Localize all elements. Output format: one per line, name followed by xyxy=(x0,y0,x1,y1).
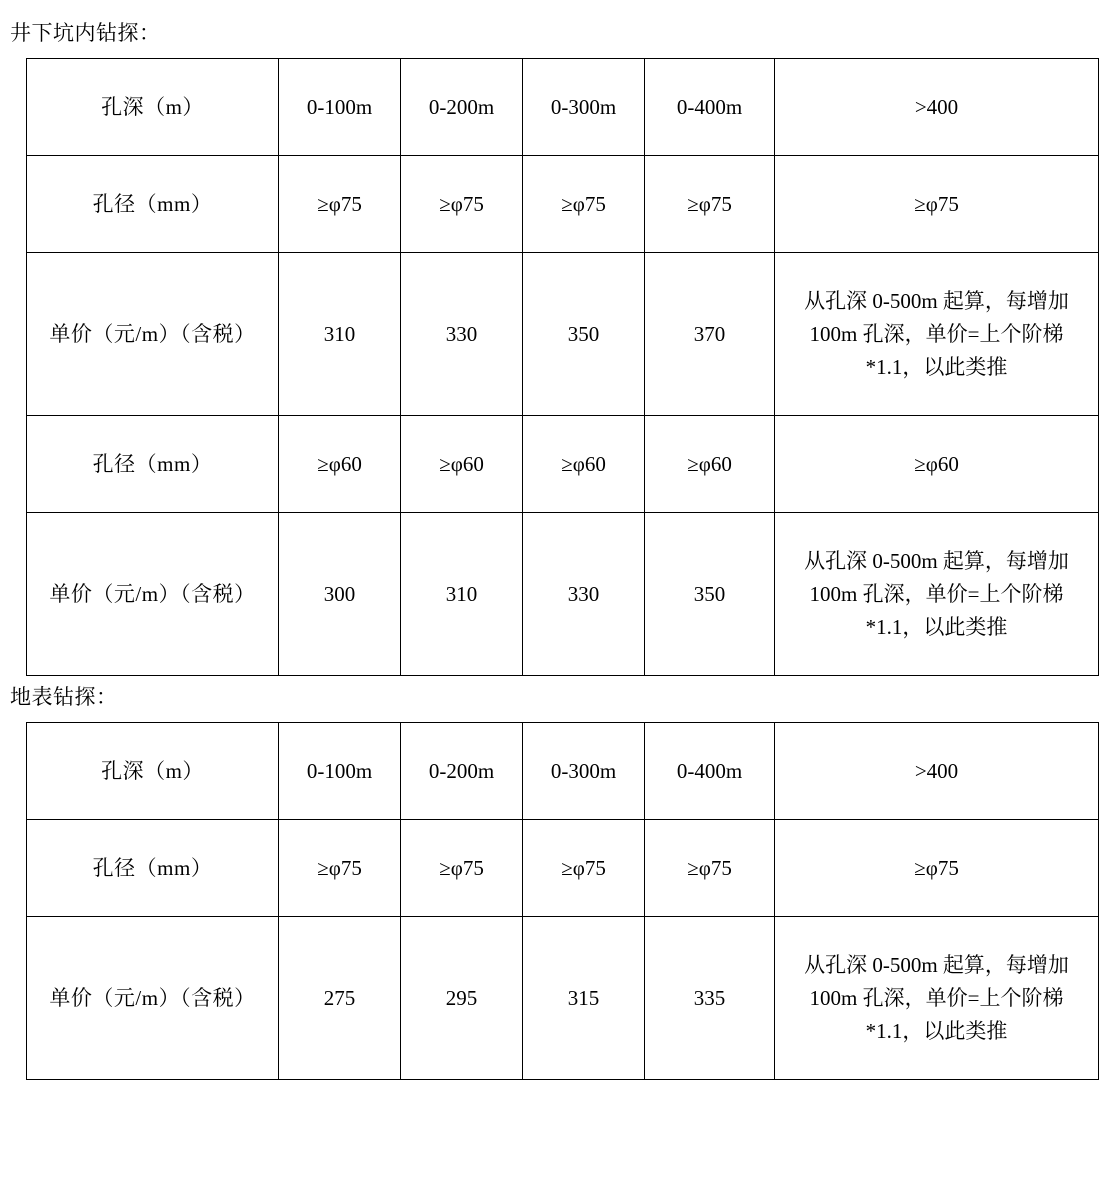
cell: 275 xyxy=(279,917,401,1080)
cell-note: 从孔深 0-500m 起算，每增加 100m 孔深，单价=上个阶梯*1.1，以此类推 xyxy=(775,917,1099,1080)
cell: 350 xyxy=(523,253,645,416)
row-label: 孔径（mm） xyxy=(27,416,279,513)
cell: 350 xyxy=(645,513,775,676)
underground-drilling-table xyxy=(26,58,1099,676)
cell: 315 xyxy=(523,917,645,1080)
cell: ≥φ75 xyxy=(645,156,775,253)
cell: ≥φ75 xyxy=(523,156,645,253)
cell: ≥φ60 xyxy=(775,416,1099,513)
cell: 0-400m xyxy=(645,723,775,820)
cell: 0-200m xyxy=(401,723,523,820)
cell: 335 xyxy=(645,917,775,1080)
table-row xyxy=(27,513,1099,676)
cell: ≥φ75 xyxy=(775,820,1099,917)
section-title-surface: 地表钻探： xyxy=(10,685,118,709)
row-label: 单价（元/m）（含税） xyxy=(27,253,279,416)
row-label: 孔径（mm） xyxy=(27,156,279,253)
cell: 330 xyxy=(523,513,645,676)
cell-note: 从孔深 0-500m 起算，每增加 100m 孔深，单价=上个阶梯*1.1，以此类推 xyxy=(775,253,1099,416)
cell-note: 从孔深 0-500m 起算，每增加 100m 孔深，单价=上个阶梯*1.1，以此类推 xyxy=(775,513,1099,676)
cell: ≥φ60 xyxy=(279,416,401,513)
cell: ≥φ60 xyxy=(401,416,523,513)
cell: ≥φ75 xyxy=(401,156,523,253)
table-row xyxy=(27,723,1099,820)
row-label: 单价（元/m）（含税） xyxy=(27,917,279,1080)
cell: 310 xyxy=(401,513,523,676)
cell: 300 xyxy=(279,513,401,676)
cell: ≥φ75 xyxy=(401,820,523,917)
cell: 370 xyxy=(645,253,775,416)
cell: 310 xyxy=(279,253,401,416)
cell: 330 xyxy=(401,253,523,416)
cell: ≥φ75 xyxy=(523,820,645,917)
cell: ≥φ75 xyxy=(775,156,1099,253)
row-label: 孔径（mm） xyxy=(27,820,279,917)
section-title-underground: 井下坑内钻探： xyxy=(10,21,161,45)
cell: 0-100m xyxy=(279,59,401,156)
cell: 0-300m xyxy=(523,59,645,156)
cell: ≥φ60 xyxy=(645,416,775,513)
cell: 0-300m xyxy=(523,723,645,820)
cell: ≥φ60 xyxy=(523,416,645,513)
cell: ≥φ75 xyxy=(279,156,401,253)
table-row xyxy=(27,416,1099,513)
row-label: 单价（元/m）（含税） xyxy=(27,513,279,676)
surface-drilling-table xyxy=(26,722,1099,1080)
cell: 0-200m xyxy=(401,59,523,156)
table-row xyxy=(27,820,1099,917)
cell: >400 xyxy=(775,723,1099,820)
cell: ≥φ75 xyxy=(279,820,401,917)
cell: 0-400m xyxy=(645,59,775,156)
row-label: 孔深（m） xyxy=(27,59,279,156)
table-row xyxy=(27,156,1099,253)
row-label: 孔深（m） xyxy=(27,723,279,820)
cell: 0-100m xyxy=(279,723,401,820)
table-row xyxy=(27,917,1099,1080)
table-row xyxy=(27,59,1099,156)
cell: 295 xyxy=(401,917,523,1080)
cell: >400 xyxy=(775,59,1099,156)
cell: ≥φ75 xyxy=(645,820,775,917)
table-row xyxy=(27,253,1099,416)
